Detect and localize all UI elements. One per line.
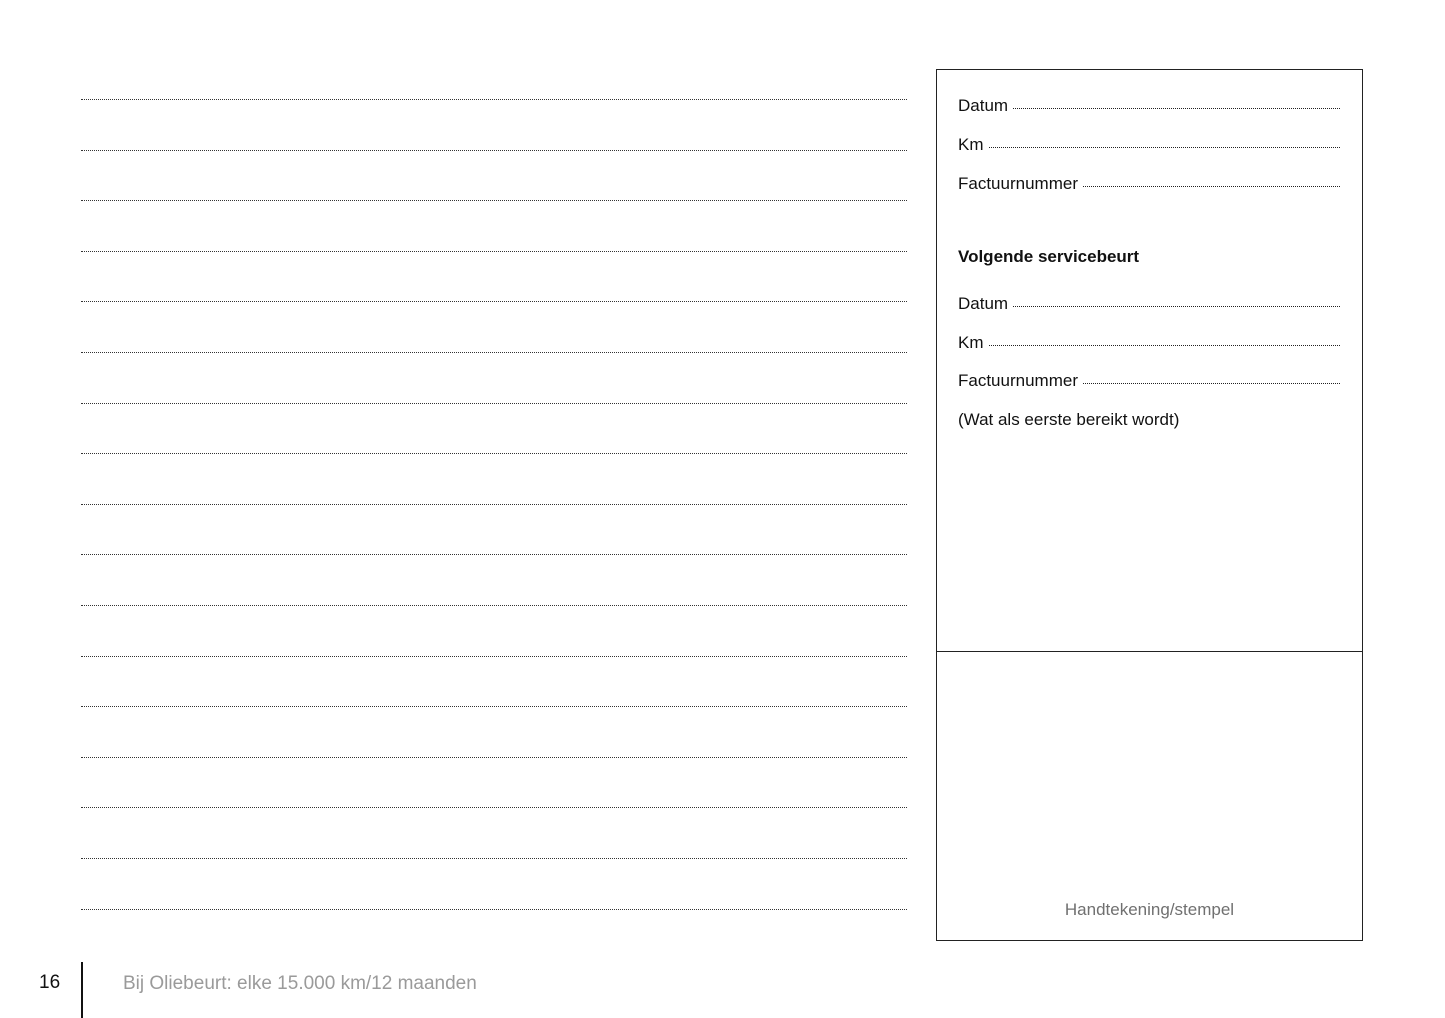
km-dotted-line[interactable] [989,147,1341,148]
datum-field[interactable] [958,96,1340,116]
next-km-field[interactable] [958,333,1340,353]
signature-stamp-label: Handtekening/stempel [1064,900,1235,919]
note-line[interactable] [81,201,907,252]
note-line[interactable] [81,454,907,505]
page-number: 16 [39,972,61,993]
note-line[interactable] [81,606,907,657]
km-label: Km [958,135,984,154]
note-line[interactable] [81,555,907,606]
note-line[interactable] [81,707,907,758]
datum-dotted-line[interactable] [1013,108,1340,109]
next-factuurnummer-label: Factuurnummer [958,371,1078,390]
note-line[interactable] [81,505,907,556]
service-details-section [937,70,1362,652]
note-line[interactable] [81,302,907,353]
next-service-heading: Volgende servicebeurt [958,247,1140,266]
factuurnummer-field[interactable] [958,174,1340,194]
note-line[interactable] [81,657,907,708]
next-datum-label: Datum [958,294,1009,313]
note-line[interactable] [81,70,907,100]
note-line[interactable] [81,353,907,404]
factuurnummer-label: Factuurnummer [958,174,1078,193]
next-factuurnummer-field[interactable] [958,371,1340,391]
next-km-label: Km [958,333,984,352]
notes-lines [81,70,907,910]
footer-divider [81,962,83,1018]
note-line[interactable] [81,758,907,809]
service-record-box [936,69,1363,941]
km-field[interactable] [958,135,1340,155]
next-datum-field[interactable] [958,294,1340,314]
note-line[interactable] [81,859,907,910]
datum-label: Datum [958,96,1009,115]
footer-text: Bij Oliebeurt: elke 15.000 km/12 maanden [123,973,477,994]
note-line[interactable] [81,151,907,202]
next-factuurnummer-dotted-line[interactable] [1083,383,1340,384]
first-reached-note: (Wat als eerste bereikt wordt) [958,410,1180,429]
note-line[interactable] [81,100,907,151]
note-line[interactable] [81,404,907,455]
note-line[interactable] [81,808,907,859]
note-line[interactable] [81,252,907,303]
next-km-dotted-line[interactable] [989,345,1341,346]
next-datum-dotted-line[interactable] [1013,306,1340,307]
factuurnummer-dotted-line[interactable] [1083,186,1340,187]
